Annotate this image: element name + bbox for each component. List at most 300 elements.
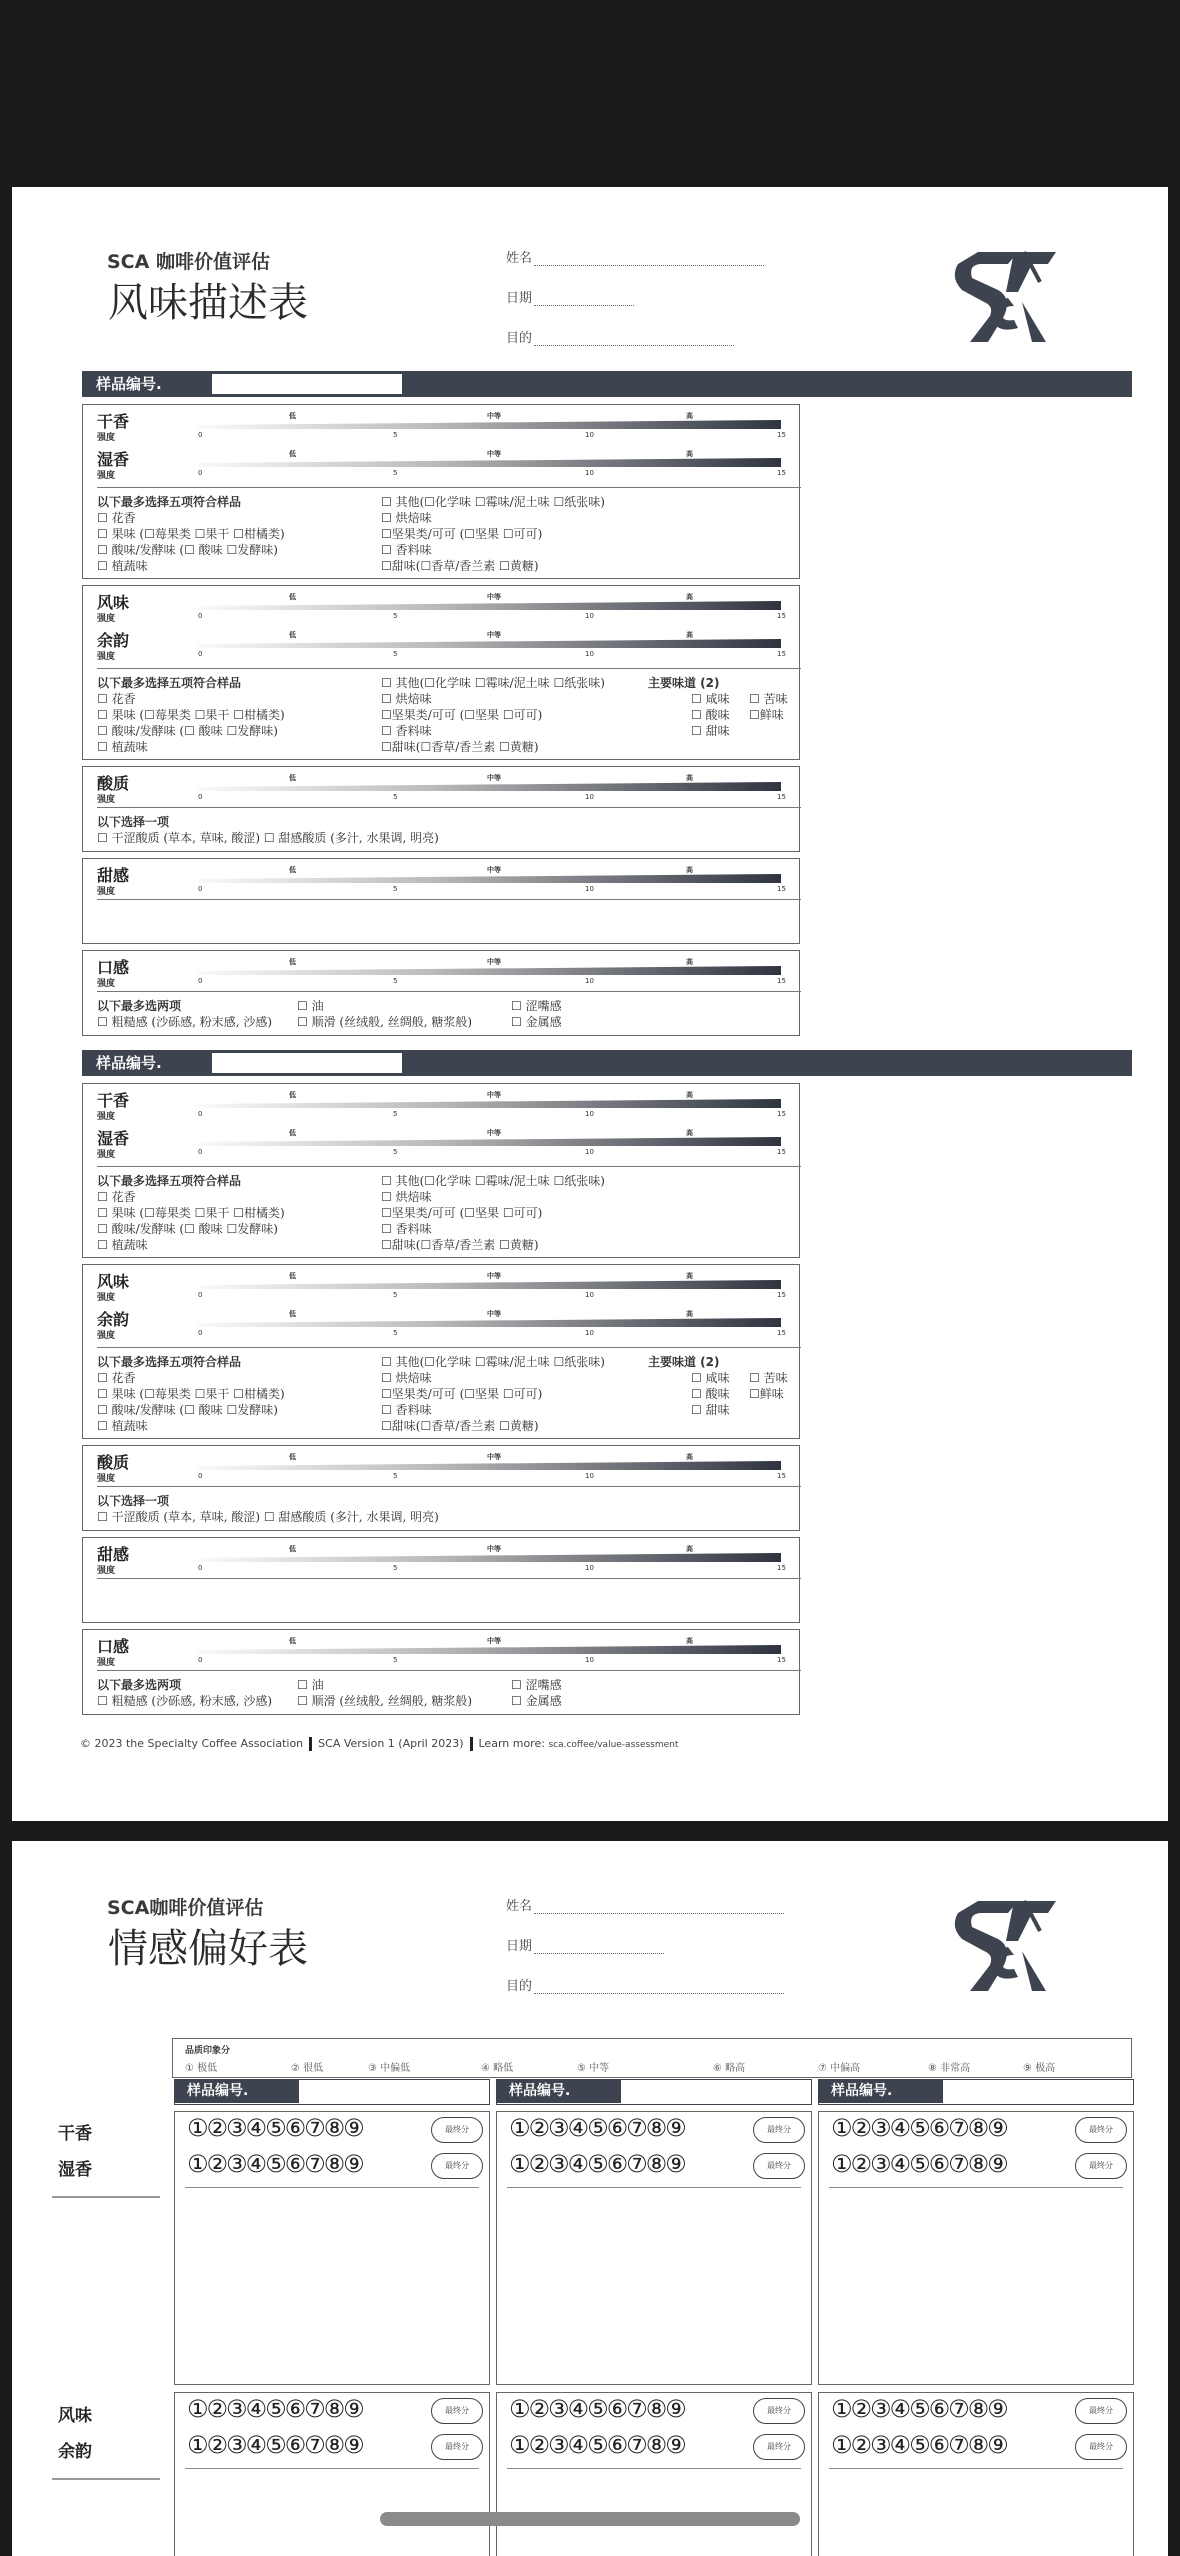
opt-bitter[interactable]: ☐ 苦味 <box>749 1371 788 1385</box>
tick-15: 15 <box>777 431 786 439</box>
scale-low: 低 <box>289 412 296 420</box>
flavor-score-box <box>496 2392 812 2556</box>
scale-low: 低 <box>289 958 296 966</box>
opt-other[interactable]: ☐ 其他(☐化学味 ☐霉味/泥土味 ☐纸张味) <box>381 1174 605 1188</box>
opt-oily[interactable]: ☐ 油 <box>297 1678 324 1692</box>
intensity-label: 强度 <box>97 652 116 662</box>
opt-metallic[interactable]: ☐ 金属感 <box>511 1694 562 1708</box>
row-wet-aroma: 湿香 <box>58 2160 92 2180</box>
sample-label: 样品编号. <box>175 2080 299 2103</box>
opt-sour-fermented[interactable]: ☐ 酸味/发酵味 (☐ 酸味 ☐发酵味) <box>97 543 278 557</box>
tick-15: 15 <box>777 1291 786 1299</box>
opt-vegetal[interactable]: ☐ 植蔬味 <box>97 1419 148 1433</box>
tick-0: 0 <box>198 612 203 620</box>
opt-sweet[interactable]: ☐甜味(☐香草/香兰素 ☐黄糖) <box>381 1238 539 1252</box>
intensity-label: 强度 <box>97 979 116 989</box>
scale-item: ⑨ 极高 <box>1023 2063 1056 2074</box>
tick-0: 0 <box>198 1329 203 1337</box>
flavor-label: 风味 <box>97 593 130 612</box>
flavor-slider[interactable] <box>198 1280 781 1289</box>
opt-salty[interactable]: ☐ 咸味 <box>691 1371 730 1385</box>
tick-0: 0 <box>198 885 203 893</box>
acid-options-head: 以下选择一项 <box>97 1494 170 1508</box>
wet-aroma-label: 湿香 <box>97 1129 130 1148</box>
footer-version: SCA Version 1 (April 2023) <box>318 1737 464 1750</box>
tick-15: 15 <box>777 612 786 620</box>
opt-nutty-cocoa[interactable]: ☐坚果类/可可 (☐坚果 ☐可可) <box>381 1206 543 1220</box>
flavor-slider[interactable] <box>198 601 781 610</box>
sample-header-2 <box>82 1050 1132 1076</box>
purpose-field[interactable] <box>506 1975 784 1994</box>
acidity-label: 酸质 <box>97 774 130 793</box>
opt-other[interactable]: ☐ 其他(☐化学味 ☐霉味/泥土味 ☐纸张味) <box>381 1355 605 1369</box>
aftertaste-score-options[interactable]: ①②③④⑤⑥⑦⑧⑨ <box>509 2431 685 2459</box>
opt-roasted[interactable]: ☐ 烘焙味 <box>381 1371 432 1385</box>
acidity-block <box>82 766 800 852</box>
acidity-label: 酸质 <box>97 1453 130 1472</box>
tick-0: 0 <box>198 1472 203 1480</box>
wet-aroma-label: 湿香 <box>97 450 130 469</box>
opt-acid-type[interactable]: ☐ 干涩酸质 (草本, 草味, 酸涩) ☐ 甜感酸质 (多汁, 水果调, 明亮) <box>97 831 439 845</box>
opt-vegetal[interactable]: ☐ 植蔬味 <box>97 559 148 573</box>
aroma-block <box>82 404 800 579</box>
tick-15: 15 <box>777 1329 786 1337</box>
opt-nutty-cocoa[interactable]: ☐坚果类/可可 (☐坚果 ☐可可) <box>381 708 543 722</box>
opt-astringent[interactable]: ☐ 涩嘴感 <box>511 1678 562 1692</box>
row-aftertaste: 余韵 <box>58 2442 92 2462</box>
opt-nutty-cocoa[interactable]: ☐坚果类/可可 (☐坚果 ☐可可) <box>381 1387 543 1401</box>
scale-high: 高 <box>686 1453 693 1461</box>
sample-label: 样品编号. <box>96 375 162 393</box>
scale-high: 高 <box>686 593 693 601</box>
scale-high: 高 <box>686 1545 693 1553</box>
dry-score-options[interactable]: ①②③④⑤⑥⑦⑧⑨ <box>831 2114 1007 2142</box>
intensity-label: 强度 <box>97 1331 116 1341</box>
scale-low: 低 <box>289 1545 296 1553</box>
opt-acid-type[interactable]: ☐ 干涩酸质 (草本, 草味, 酸涩) ☐ 甜感酸质 (多汁, 水果调, 明亮) <box>97 1510 439 1524</box>
final-score-pill[interactable]: 最终分 <box>753 2398 805 2424</box>
final-score-pill[interactable]: 最终分 <box>1075 2434 1127 2460</box>
scale-low: 低 <box>289 1129 296 1137</box>
scale-low: 低 <box>289 1272 296 1280</box>
scale-high: 高 <box>686 774 693 782</box>
row-flavor: 风味 <box>58 2406 92 2426</box>
flavor-block <box>82 585 800 760</box>
acidity-slider[interactable] <box>198 1461 781 1470</box>
intensity-label: 强度 <box>97 1293 116 1303</box>
final-score-pill[interactable]: 最终分 <box>431 2434 483 2460</box>
acidity-block <box>82 1445 800 1531</box>
tick-10: 10 <box>585 793 594 801</box>
opt-rough[interactable]: ☐ 粗糙感 (沙砾感, 粉末感, 沙感) <box>97 1015 273 1029</box>
scale-mid: 中等 <box>487 450 501 458</box>
tick-0: 0 <box>198 650 203 658</box>
scale-mid: 中等 <box>487 631 501 639</box>
scale-mid: 中等 <box>487 1453 501 1461</box>
sample-label: 样品编号. <box>96 1054 162 1072</box>
scale-mid: 中等 <box>487 774 501 782</box>
tick-0: 0 <box>198 1564 203 1572</box>
aftertaste-label: 余韵 <box>97 1310 130 1329</box>
opt-umami[interactable]: ☐鲜味 <box>749 708 784 722</box>
opt-other[interactable]: ☐ 其他(☐化学味 ☐霉味/泥土味 ☐纸张味) <box>381 495 605 509</box>
name-field[interactable] <box>506 247 764 266</box>
footer-copyright: © 2023 the Specialty Coffee Association <box>80 1737 304 1750</box>
scale-low: 低 <box>289 450 296 458</box>
scale-high: 高 <box>686 1129 693 1137</box>
main-taste-head: 主要味道 (2) <box>648 1355 720 1369</box>
wet-aroma-slider[interactable] <box>198 1137 781 1146</box>
scale-low: 低 <box>289 1637 296 1645</box>
opt-roasted[interactable]: ☐ 烘焙味 <box>381 511 432 525</box>
final-score-pill[interactable]: 最终分 <box>431 2398 483 2424</box>
scale-low: 低 <box>289 1091 296 1099</box>
scale-mid: 中等 <box>487 593 501 601</box>
aftertaste-slider[interactable] <box>198 1318 781 1327</box>
scale-low: 低 <box>289 866 296 874</box>
scale-low: 低 <box>289 1453 296 1461</box>
scale-mid: 中等 <box>487 1310 501 1318</box>
tick-10: 10 <box>585 1564 594 1572</box>
sample-label: 样品编号. <box>819 2080 943 2103</box>
aroma-score-box <box>818 2111 1134 2385</box>
opt-metallic[interactable]: ☐ 金属感 <box>511 1015 562 1029</box>
tick-5: 5 <box>393 793 398 801</box>
opt-sweet[interactable]: ☐甜味(☐香草/香兰素 ☐黄糖) <box>381 559 539 573</box>
tick-0: 0 <box>198 1291 203 1299</box>
scale-mid: 中等 <box>487 412 501 420</box>
tick-10: 10 <box>585 1110 594 1118</box>
flavor-score-box <box>818 2392 1134 2556</box>
intensity-label: 强度 <box>97 433 116 443</box>
intensity-label: 强度 <box>97 1658 116 1668</box>
tick-15: 15 <box>777 977 786 985</box>
wet-score-options[interactable]: ①②③④⑤⑥⑦⑧⑨ <box>831 2150 1007 2178</box>
tick-0: 0 <box>198 793 203 801</box>
tick-10: 10 <box>585 431 594 439</box>
name-label: 姓名 <box>506 1899 533 1914</box>
sweetness-label: 甜感 <box>97 1545 130 1564</box>
scale-item: ④ 略低 <box>481 2063 514 2074</box>
scale-mid: 中等 <box>487 1637 501 1645</box>
tick-15: 15 <box>777 1110 786 1118</box>
opt-floral[interactable]: ☐ 花香 <box>97 1371 136 1385</box>
final-score-pill[interactable]: 最终分 <box>431 2153 483 2179</box>
opt-sour-fermented[interactable]: ☐ 酸味/发酵味 (☐ 酸味 ☐发酵味) <box>97 724 278 738</box>
footer-learn-label: Learn more: <box>478 1737 545 1750</box>
flavor-block <box>82 1264 800 1439</box>
opt-spice[interactable]: ☐ 香料味 <box>381 1222 432 1236</box>
scale-mid: 中等 <box>487 1091 501 1099</box>
intensity-label: 强度 <box>97 795 116 805</box>
scale-title: 品质印象分 <box>185 2046 231 2056</box>
sample-header <box>818 2079 1134 2105</box>
form-brand: SCA咖啡价值评估 <box>107 1897 264 1919</box>
intensity-label: 强度 <box>97 1150 116 1160</box>
opt-nutty-cocoa[interactable]: ☐坚果类/可可 (☐坚果 ☐可可) <box>381 527 543 541</box>
opt-oily[interactable]: ☐ 油 <box>297 999 324 1013</box>
form-brand: SCA 咖啡价值评估 <box>107 251 270 273</box>
final-score-pill[interactable]: 最终分 <box>1075 2117 1127 2143</box>
flavor-label: 风味 <box>97 1272 130 1291</box>
opt-fruity[interactable]: ☐ 果味 (☐莓果类 ☐果干 ☐柑橘类) <box>97 1387 285 1401</box>
scale-high: 高 <box>686 1272 693 1280</box>
scale-high: 高 <box>686 412 693 420</box>
opt-fruity[interactable]: ☐ 果味 (☐莓果类 ☐果干 ☐柑橘类) <box>97 527 285 541</box>
aroma-options-head: 以下最多选择五项符合样品 <box>97 1174 242 1188</box>
opt-bitter[interactable]: ☐ 苦味 <box>749 692 788 706</box>
tick-0: 0 <box>198 1110 203 1118</box>
tick-10: 10 <box>585 1472 594 1480</box>
dry-aroma-label: 干香 <box>97 1091 130 1110</box>
final-score-pill[interactable]: 最终分 <box>1075 2153 1127 2179</box>
scale-low: 低 <box>289 631 296 639</box>
intensity-label: 强度 <box>97 1566 116 1576</box>
purpose-label: 目的 <box>506 1979 533 1994</box>
date-label: 日期 <box>506 1939 533 1954</box>
tick-10: 10 <box>585 1329 594 1337</box>
sca-logo-icon <box>948 1891 1058 1991</box>
name-field[interactable] <box>506 1895 784 1914</box>
tick-0: 0 <box>198 431 203 439</box>
dry-aroma-slider[interactable] <box>198 420 781 429</box>
tick-5: 5 <box>393 1564 398 1572</box>
form-title: 风味描述表 <box>108 280 308 326</box>
scale-high: 高 <box>686 450 693 458</box>
sample-header <box>496 2079 812 2105</box>
dry-aroma-slider[interactable] <box>198 1099 781 1108</box>
footer-learn-link[interactable]: sca.coffee/value-assessment <box>548 1740 679 1750</box>
dry-score-options[interactable]: ①②③④⑤⑥⑦⑧⑨ <box>187 2114 363 2142</box>
sample-header <box>174 2079 490 2105</box>
name-label: 姓名 <box>506 251 533 266</box>
opt-umami[interactable]: ☐鲜味 <box>749 1387 784 1401</box>
scale-low: 低 <box>289 593 296 601</box>
flavor-score-options[interactable]: ①②③④⑤⑥⑦⑧⑨ <box>187 2395 363 2423</box>
home-indicator[interactable] <box>380 2512 800 2526</box>
scale-high: 高 <box>686 1091 693 1099</box>
wet-score-options[interactable]: ①②③④⑤⑥⑦⑧⑨ <box>509 2150 685 2178</box>
date-label: 日期 <box>506 291 533 306</box>
tick-5: 5 <box>393 1472 398 1480</box>
dry-aroma-label: 干香 <box>97 412 130 431</box>
opt-sweet-taste[interactable]: ☐ 甜味 <box>691 1403 730 1417</box>
scale-item: ⑤ 中等 <box>577 2063 610 2074</box>
date-field[interactable] <box>506 1935 664 1954</box>
opt-fruity[interactable]: ☐ 果味 (☐莓果类 ☐果干 ☐柑橘类) <box>97 708 285 722</box>
tick-10: 10 <box>585 469 594 477</box>
scale-high: 高 <box>686 866 693 874</box>
tick-5: 5 <box>393 1656 398 1664</box>
opt-rough[interactable]: ☐ 粗糙感 (沙砾感, 粉末感, 沙感) <box>97 1694 273 1708</box>
flavor-options-head: 以下最多选择五项符合样品 <box>97 1355 242 1369</box>
opt-smooth[interactable]: ☐ 顺滑 (丝绒般, 丝绸般, 糖浆般) <box>297 1015 473 1029</box>
scale-mid: 中等 <box>487 958 501 966</box>
opt-sour-fermented[interactable]: ☐ 酸味/发酵味 (☐ 酸味 ☐发酵味) <box>97 1222 278 1236</box>
scale-mid: 中等 <box>487 866 501 874</box>
tick-5: 5 <box>393 1110 398 1118</box>
mouthfeel-block <box>82 1629 800 1715</box>
intensity-label: 强度 <box>97 1112 116 1122</box>
opt-vegetal[interactable]: ☐ 植蔬味 <box>97 1238 148 1252</box>
scale-item: ③ 中偏低 <box>368 2063 411 2074</box>
final-score-pill[interactable]: 最终分 <box>753 2117 805 2143</box>
dry-score-options[interactable]: ①②③④⑤⑥⑦⑧⑨ <box>509 2114 685 2142</box>
purpose-field[interactable] <box>506 327 734 346</box>
tick-5: 5 <box>393 1329 398 1337</box>
wet-aroma-slider[interactable] <box>198 458 781 467</box>
date-field[interactable] <box>506 287 634 306</box>
sample-id-input[interactable] <box>212 1053 402 1073</box>
opt-astringent[interactable]: ☐ 涩嘴感 <box>511 999 562 1013</box>
opt-spice[interactable]: ☐ 香料味 <box>381 724 432 738</box>
scale-high: 高 <box>686 1637 693 1645</box>
row-dry-aroma: 干香 <box>58 2124 92 2144</box>
tick-5: 5 <box>393 885 398 893</box>
scale-low: 低 <box>289 774 296 782</box>
final-score-pill[interactable]: 最终分 <box>1075 2398 1127 2424</box>
sweetness-slider[interactable] <box>198 1553 781 1562</box>
mouth-options-head: 以下最多选两项 <box>97 1678 182 1692</box>
opt-roasted[interactable]: ☐ 烘焙味 <box>381 692 432 706</box>
acid-options-head: 以下选择一项 <box>97 815 170 829</box>
aftertaste-slider[interactable] <box>198 639 781 648</box>
intensity-label: 强度 <box>97 887 116 897</box>
scale-high: 高 <box>686 631 693 639</box>
opt-sour[interactable]: ☐ 酸味 <box>691 708 730 722</box>
tick-15: 15 <box>777 1472 786 1480</box>
tick-5: 5 <box>393 1291 398 1299</box>
opt-sweet[interactable]: ☐甜味(☐香草/香兰素 ☐黄糖) <box>381 1419 539 1433</box>
opt-spice[interactable]: ☐ 香料味 <box>381 1403 432 1417</box>
quality-impression-scale <box>172 2038 1132 2078</box>
final-score-pill[interactable]: 最终分 <box>753 2153 805 2179</box>
opt-roasted[interactable]: ☐ 烘焙味 <box>381 1190 432 1204</box>
opt-floral[interactable]: ☐ 花香 <box>97 511 136 525</box>
scale-item: ⑥ 略高 <box>713 2063 746 2074</box>
tick-15: 15 <box>777 1656 786 1664</box>
aftertaste-score-options[interactable]: ①②③④⑤⑥⑦⑧⑨ <box>831 2431 1007 2459</box>
tick-15: 15 <box>777 469 786 477</box>
scale-high: 高 <box>686 958 693 966</box>
affective-preference-form <box>12 1841 1168 2556</box>
sample-label: 样品编号. <box>497 2080 621 2103</box>
scale-high: 高 <box>686 1310 693 1318</box>
opt-sour[interactable]: ☐ 酸味 <box>691 1387 730 1401</box>
tick-10: 10 <box>585 1291 594 1299</box>
scale-mid: 中等 <box>487 1129 501 1137</box>
tick-0: 0 <box>198 469 203 477</box>
wet-score-options[interactable]: ①②③④⑤⑥⑦⑧⑨ <box>187 2150 363 2178</box>
footer <box>80 1737 678 1751</box>
tick-10: 10 <box>585 977 594 985</box>
tick-10: 10 <box>585 1656 594 1664</box>
scale-mid: 中等 <box>487 1272 501 1280</box>
sca-logo-icon <box>948 242 1058 342</box>
scale-item: ① 极低 <box>185 2063 218 2074</box>
aftertaste-score-options[interactable]: ①②③④⑤⑥⑦⑧⑨ <box>187 2431 363 2459</box>
opt-floral[interactable]: ☐ 花香 <box>97 692 136 706</box>
tick-0: 0 <box>198 1656 203 1664</box>
opt-sweet[interactable]: ☐甜味(☐香草/香兰素 ☐黄糖) <box>381 740 539 754</box>
tick-0: 0 <box>198 977 203 985</box>
opt-vegetal[interactable]: ☐ 植蔬味 <box>97 740 148 754</box>
opt-fruity[interactable]: ☐ 果味 (☐莓果类 ☐果干 ☐柑橘类) <box>97 1206 285 1220</box>
aftertaste-label: 余韵 <box>97 631 130 650</box>
scale-item: ⑧ 非常高 <box>928 2063 971 2074</box>
tick-10: 10 <box>585 612 594 620</box>
flavor-score-options[interactable]: ①②③④⑤⑥⑦⑧⑨ <box>509 2395 685 2423</box>
scale-item: ② 很低 <box>291 2063 324 2074</box>
flavor-descriptive-form <box>12 187 1168 1821</box>
tick-0: 0 <box>198 1148 203 1156</box>
tick-10: 10 <box>585 1148 594 1156</box>
tick-10: 10 <box>585 650 594 658</box>
tick-5: 5 <box>393 977 398 985</box>
aroma-score-box <box>174 2111 490 2385</box>
sample-id-input[interactable] <box>212 374 402 394</box>
scale-mid: 中等 <box>487 1545 501 1553</box>
flavor-score-options[interactable]: ①②③④⑤⑥⑦⑧⑨ <box>831 2395 1007 2423</box>
sample-header-1 <box>82 371 1132 397</box>
aroma-options-head: 以下最多选择五项符合样品 <box>97 495 242 509</box>
scale-low: 低 <box>289 1310 296 1318</box>
opt-smooth[interactable]: ☐ 顺滑 (丝绒般, 丝绸般, 糖浆般) <box>297 1694 473 1708</box>
aroma-score-box <box>496 2111 812 2385</box>
mouthfeel-label: 口感 <box>97 1637 130 1656</box>
final-score-pill[interactable]: 最终分 <box>753 2434 805 2460</box>
tick-15: 15 <box>777 885 786 893</box>
opt-salty[interactable]: ☐ 咸味 <box>691 692 730 706</box>
mouth-options-head: 以下最多选两项 <box>97 999 182 1013</box>
final-score-pill[interactable]: 最终分 <box>431 2117 483 2143</box>
tick-5: 5 <box>393 612 398 620</box>
opt-floral[interactable]: ☐ 花香 <box>97 1190 136 1204</box>
mouthfeel-label: 口感 <box>97 958 130 977</box>
tick-5: 5 <box>393 1148 398 1156</box>
tick-5: 5 <box>393 650 398 658</box>
scale-item: ⑦ 中偏高 <box>818 2063 861 2074</box>
main-taste-head: 主要味道 (2) <box>648 676 720 690</box>
sweetness-slider[interactable] <box>198 874 781 883</box>
acidity-slider[interactable] <box>198 782 781 791</box>
tick-15: 15 <box>777 1148 786 1156</box>
opt-other[interactable]: ☐ 其他(☐化学味 ☐霉味/泥土味 ☐纸张味) <box>381 676 605 690</box>
tick-5: 5 <box>393 431 398 439</box>
tick-15: 15 <box>777 650 786 658</box>
opt-sweet-taste[interactable]: ☐ 甜味 <box>691 724 730 738</box>
tick-15: 15 <box>777 793 786 801</box>
aroma-block <box>82 1083 800 1258</box>
intensity-label: 强度 <box>97 1474 116 1484</box>
flavor-options-head: 以下最多选择五项符合样品 <box>97 676 242 690</box>
opt-spice[interactable]: ☐ 香料味 <box>381 543 432 557</box>
tick-15: 15 <box>777 1564 786 1572</box>
intensity-label: 强度 <box>97 471 116 481</box>
mouthfeel-block <box>82 950 800 1036</box>
form-title: 情感偏好表 <box>108 1926 308 1972</box>
sweetness-block <box>82 1537 800 1623</box>
tick-5: 5 <box>393 469 398 477</box>
intensity-label: 强度 <box>97 614 116 624</box>
mouthfeel-slider[interactable] <box>198 966 781 975</box>
flavor-score-box <box>174 2392 490 2556</box>
mouthfeel-slider[interactable] <box>198 1645 781 1654</box>
tick-10: 10 <box>585 885 594 893</box>
sweetness-block <box>82 858 800 944</box>
sweetness-label: 甜感 <box>97 866 130 885</box>
opt-sour-fermented[interactable]: ☐ 酸味/发酵味 (☐ 酸味 ☐发酵味) <box>97 1403 278 1417</box>
